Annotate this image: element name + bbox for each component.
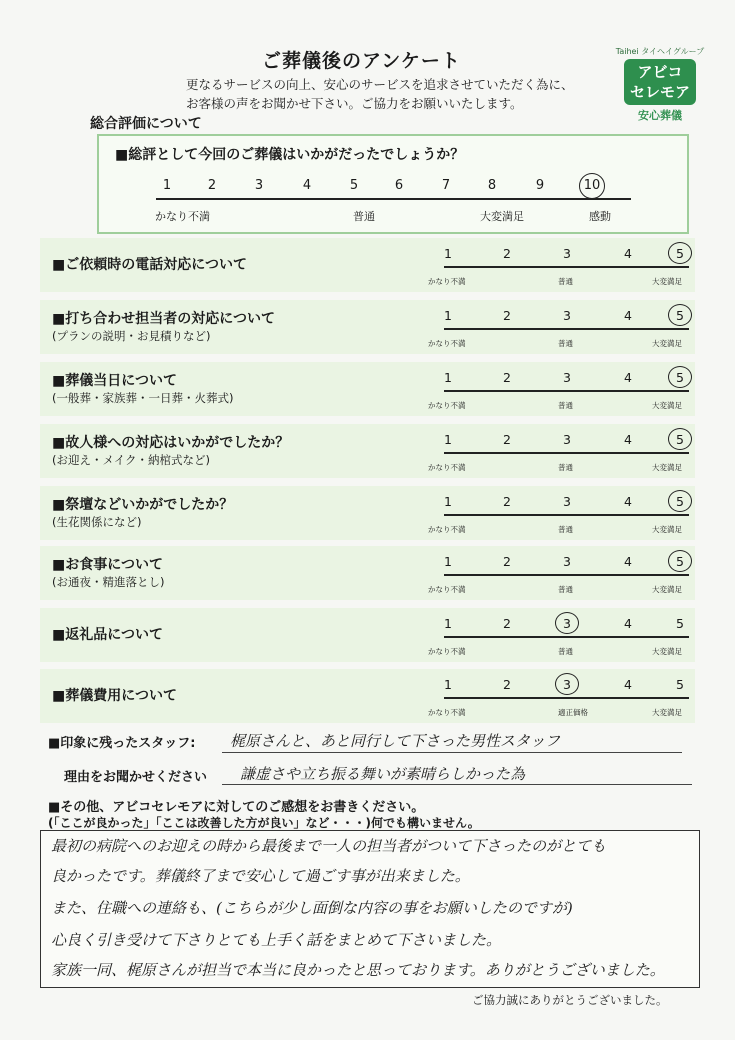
overall-question: ■総評として今回のご葬儀はいかがだったでしょうか？ <box>115 147 465 163</box>
question-row <box>40 546 695 600</box>
scale-option[interactable]: 4 <box>624 432 632 447</box>
scale-label: 大変満足 <box>652 463 682 472</box>
scale-option[interactable]: 1 <box>444 370 452 385</box>
scale-option[interactable]: 3 <box>563 308 571 323</box>
scale-label: 普通 <box>558 401 573 410</box>
scale-option[interactable]: 2 <box>503 494 511 509</box>
scale-option[interactable]: 5 <box>676 677 684 692</box>
scale-option[interactable]: 4 <box>624 370 632 385</box>
comments-heading: ■その他、アビコセレモアに対してのご感想をお書きください。 <box>48 800 425 815</box>
comment-line: 心良く引き受けて下さりとても上手く話をまとめて下さいました。 <box>51 931 502 949</box>
question-subtext: (お迎え・メイク・納棺式など) <box>52 453 211 467</box>
selected-circle <box>668 242 692 264</box>
scale-label: 適正価格 <box>558 708 588 717</box>
scale-label: 普通 <box>558 277 573 286</box>
overall-section-title: 総合評価について <box>90 116 202 132</box>
scale-option[interactable]: 2 <box>503 370 511 385</box>
scale-option[interactable]: 4 <box>624 616 632 631</box>
overall-scale-option[interactable]: 5 <box>349 178 359 193</box>
scale-label: かなり不満 <box>428 339 466 348</box>
scale-label: 大変満足 <box>652 647 682 656</box>
comments-box[interactable] <box>40 830 700 988</box>
overall-rating-box <box>97 134 689 234</box>
selected-circle <box>668 428 692 450</box>
scale-line <box>444 390 689 392</box>
overall-scale-option[interactable]: 9 <box>535 178 545 193</box>
question-row <box>40 424 695 478</box>
comment-line: 家族一同、梶原さんが担当で本当に良かったと思っております。ありがとうございました。 <box>51 961 665 979</box>
question-subtext: (プランの説明・お見積りなど) <box>52 329 211 343</box>
scale-option[interactable]: 2 <box>503 554 511 569</box>
scale-label: かなり不満 <box>428 463 466 472</box>
question-text: ■打ち合わせ担当者の対応について <box>52 311 275 327</box>
scale-line <box>444 266 689 268</box>
scale-label: かなり不満 <box>428 277 466 286</box>
scale-line <box>444 328 689 330</box>
scale-option[interactable]: 4 <box>624 677 632 692</box>
scale-option[interactable]: 5 <box>676 370 684 385</box>
scale-option[interactable]: 2 <box>503 616 511 631</box>
scale-option[interactable]: 5 <box>676 246 684 261</box>
comments-subheading: (「ここが良かった」「ここは改善した方が良い」など・・・)何でも構いません。 <box>48 816 480 830</box>
staff-label: ■印象に残ったスタッフ: <box>48 736 196 751</box>
scale-line <box>444 574 689 576</box>
selected-circle <box>668 304 692 326</box>
scale-option[interactable]: 4 <box>624 308 632 323</box>
scale-option[interactable]: 4 <box>624 246 632 261</box>
intro-line-2: お客様の声をお聞かせ下さい。ご協力をお願いいたします。 <box>186 96 523 111</box>
scale-line <box>444 636 689 638</box>
scale-option[interactable]: 5 <box>676 554 684 569</box>
scale-label: 大変満足 <box>652 525 682 534</box>
scale-line <box>444 697 689 699</box>
overall-scale-option[interactable]: 7 <box>441 178 451 193</box>
selected-circle <box>668 490 692 512</box>
scale-option[interactable]: 3 <box>563 677 571 692</box>
question-subtext: (お通夜・精進落とし) <box>52 575 165 589</box>
question-row <box>40 300 695 354</box>
selected-circle <box>555 612 579 634</box>
scale-label: 普通 <box>558 339 573 348</box>
reason-answer[interactable]: 謙虚さや立ち振る舞いが素晴らしかった為 <box>240 765 526 783</box>
scale-label: 普通 <box>558 585 573 594</box>
question-text: ■葬儀当日について <box>52 373 177 389</box>
question-subtext: (一般葬・家族葬・一日葬・火葬式) <box>52 391 234 405</box>
scale-label: かなり不満 <box>428 585 466 594</box>
overall-scale-option[interactable]: 4 <box>302 178 312 193</box>
company-logo <box>612 46 708 126</box>
reason-underline <box>222 784 692 785</box>
scale-line <box>444 452 689 454</box>
overall-label-high: 大変満足 <box>480 210 524 223</box>
scale-label: 普通 <box>558 463 573 472</box>
scale-option[interactable]: 4 <box>624 494 632 509</box>
scale-option[interactable]: 2 <box>503 308 511 323</box>
scale-option[interactable]: 3 <box>563 616 571 631</box>
overall-scale-option[interactable]: 6 <box>394 178 404 193</box>
scale-option[interactable]: 3 <box>563 432 571 447</box>
reason-label: 理由をお聞かせください <box>64 770 208 785</box>
scale-option[interactable]: 1 <box>444 554 452 569</box>
intro-text <box>186 75 574 113</box>
scale-option[interactable]: 4 <box>624 554 632 569</box>
scale-option[interactable]: 5 <box>676 432 684 447</box>
page-title: ご葬儀後のアンケート <box>262 50 461 72</box>
scale-line <box>444 514 689 516</box>
question-row <box>40 362 695 416</box>
question-text: ■故人様への対応はいかがでしたか？ <box>52 435 290 451</box>
selected-circle <box>555 673 579 695</box>
logo-group: Taihei タイヘイグループ <box>615 47 705 56</box>
scale-option[interactable]: 1 <box>444 494 452 509</box>
overall-scale-line <box>156 198 631 200</box>
thanks-text: ご協力誠にありがとうございました。 <box>472 993 668 1007</box>
overall-scale-option[interactable]: 1 <box>162 178 172 193</box>
scale-label: かなり不満 <box>428 708 466 717</box>
logo-tagline: 安心葬儀 <box>638 109 682 122</box>
overall-scale-option[interactable]: 10 <box>583 178 601 193</box>
logo-name-2: セレモア <box>629 83 690 101</box>
selected-circle <box>668 550 692 572</box>
scale-option[interactable]: 3 <box>563 494 571 509</box>
scale-option[interactable]: 3 <box>563 370 571 385</box>
logo-mark <box>624 59 696 105</box>
scale-option[interactable]: 5 <box>676 308 684 323</box>
overall-scale-option[interactable]: 3 <box>254 178 264 193</box>
scale-option[interactable]: 1 <box>444 246 452 261</box>
scale-option[interactable]: 1 <box>444 432 452 447</box>
comment-line: 最初の病院へのお迎えの時から最後まで一人の担当者がついて下さったのがとても <box>51 837 607 855</box>
scale-option[interactable]: 2 <box>503 432 511 447</box>
intro-line-1: 更なるサービスの向上、安心のサービスを追求させていただく為に、 <box>186 77 574 92</box>
scale-option[interactable]: 1 <box>444 308 452 323</box>
question-text: ■お食事について <box>52 557 163 573</box>
question-row <box>40 238 695 292</box>
scale-option[interactable]: 5 <box>676 494 684 509</box>
question-text: ■返礼品について <box>52 627 163 643</box>
selected-circle <box>579 173 605 199</box>
overall-label-top: 感動 <box>589 210 611 223</box>
overall-scale-option[interactable]: 2 <box>207 178 217 193</box>
logo-name-1: アビコ <box>637 63 683 81</box>
question-text: ■葬儀費用について <box>52 688 177 704</box>
scale-label: 普通 <box>558 647 573 656</box>
scale-label: かなり不満 <box>428 525 466 534</box>
staff-answer[interactable]: 梶原さんと、あと同行して下さった男性スタッフ <box>230 732 561 750</box>
scale-label: かなり不満 <box>428 647 466 656</box>
overall-label-mid: 普通 <box>353 210 375 223</box>
scale-option[interactable]: 1 <box>444 616 452 631</box>
question-row <box>40 608 695 662</box>
scale-option[interactable]: 5 <box>676 616 684 631</box>
scale-option[interactable]: 3 <box>563 246 571 261</box>
scale-label: 大変満足 <box>652 339 682 348</box>
scale-label: 普通 <box>558 525 573 534</box>
question-text: ■ご依頼時の電話対応について <box>52 257 247 273</box>
question-subtext: (生花関係になど) <box>52 515 142 529</box>
scale-option[interactable]: 2 <box>503 246 511 261</box>
comment-line: また、住職への連絡も、(こちらが少し面倒な内容の事をお願いしたのですが) <box>51 899 573 917</box>
overall-scale-option[interactable]: 8 <box>487 178 497 193</box>
scale-label: 大変満足 <box>652 585 682 594</box>
staff-underline <box>222 752 682 753</box>
scale-option[interactable]: 1 <box>444 677 452 692</box>
question-row <box>40 669 695 723</box>
overall-label-low: かなり不満 <box>155 210 210 223</box>
question-text: ■祭壇などいかがでしたか？ <box>52 497 234 513</box>
scale-label: 大変満足 <box>652 277 682 286</box>
question-row <box>40 486 695 540</box>
scale-option[interactable]: 3 <box>563 554 571 569</box>
scale-label: 大変満足 <box>652 401 682 410</box>
scale-option[interactable]: 2 <box>503 677 511 692</box>
selected-circle <box>668 366 692 388</box>
scale-label: 大変満足 <box>652 708 682 717</box>
scale-label: かなり不満 <box>428 401 466 410</box>
comment-line: 良かったです。葬儀終了まで安心して過ごす事が出来ました。 <box>51 867 470 885</box>
